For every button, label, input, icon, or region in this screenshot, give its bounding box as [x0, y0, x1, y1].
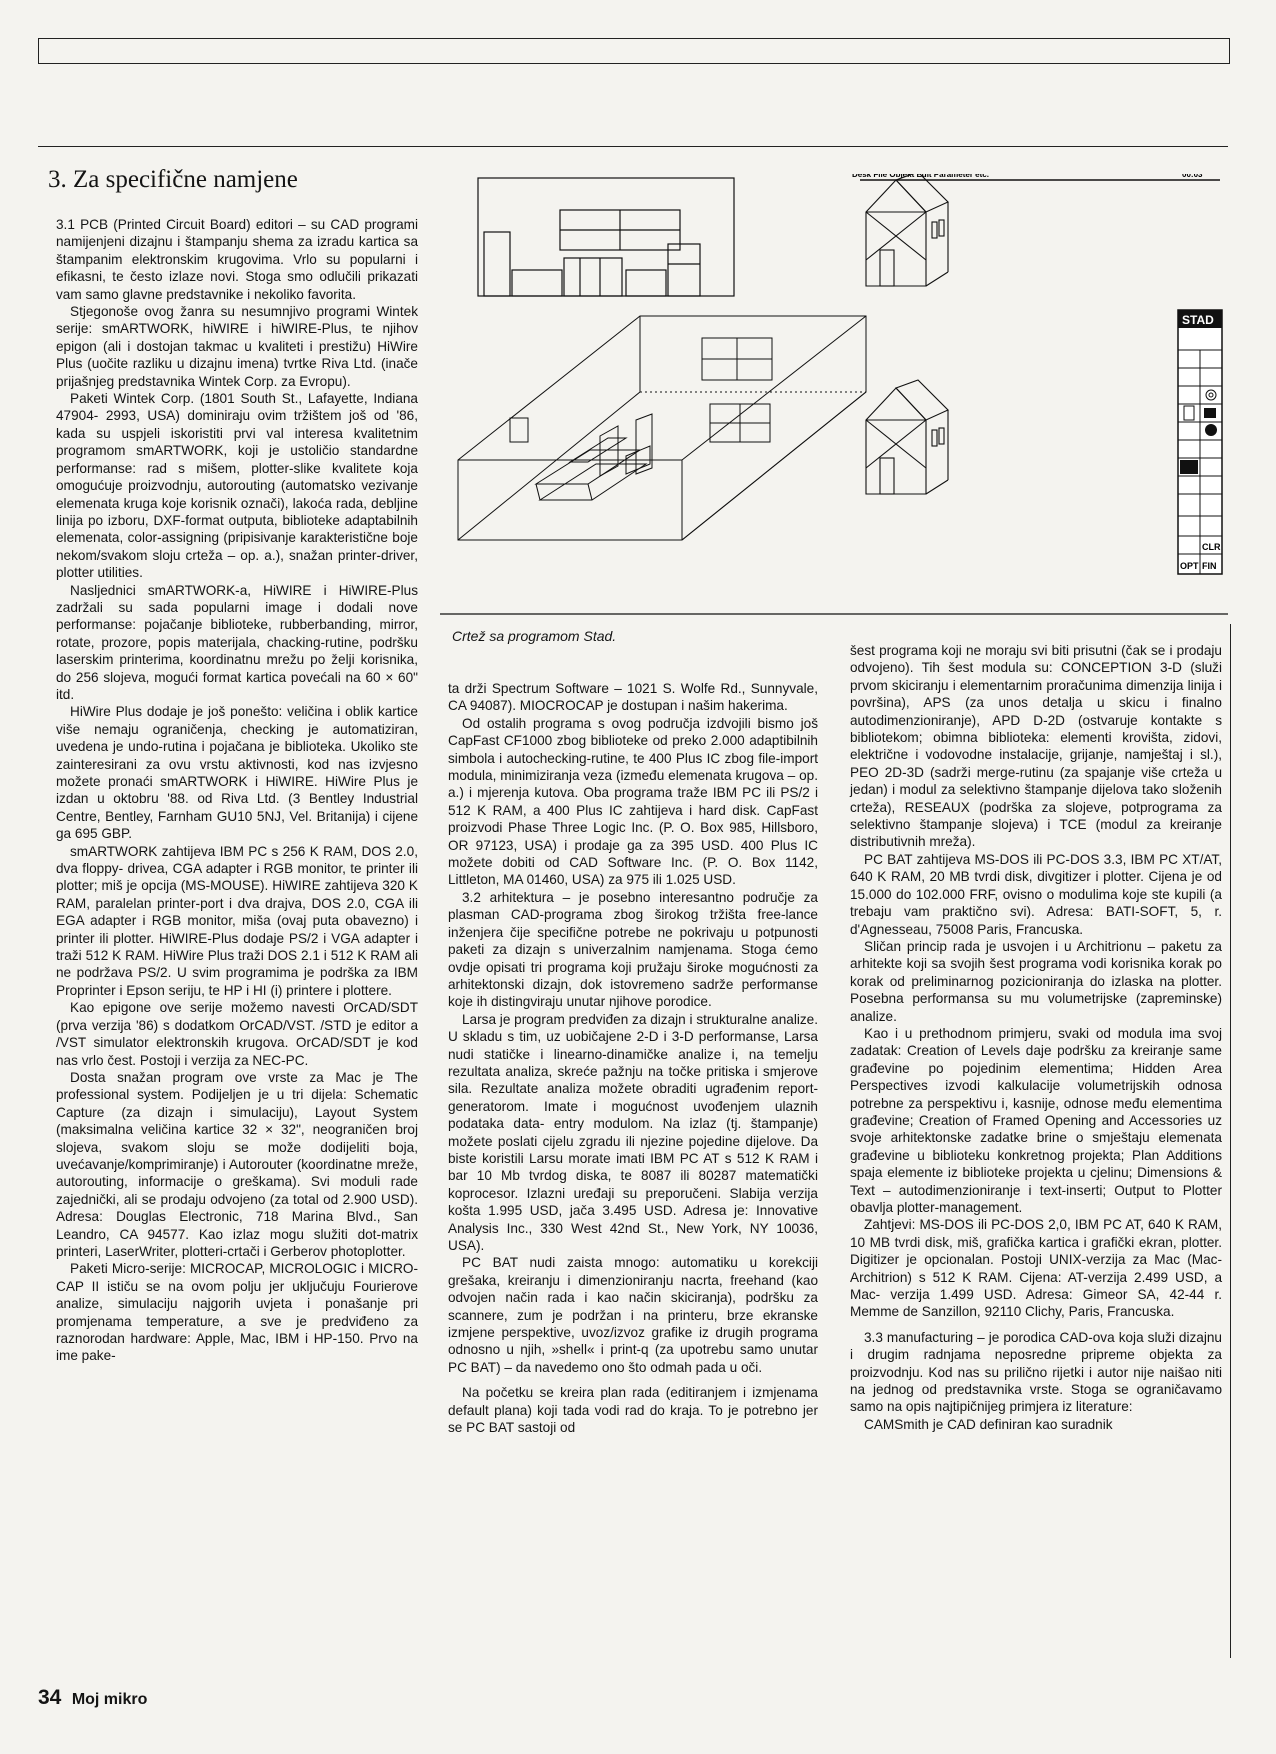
paragraph: ta drži Spectrum Software – 1021 S. Wolfe Rd., Sunnyvale, CA 94087). MIOCROCAP je dostupan i našim hakerima.: [448, 681, 818, 714]
paragraph: Paketi Wintek Corp. (1801 South St., Lafayette, Indiana 47904- 2993, USA) dominiraju ovim tržištem još od '86, kada su uspjeli iskoristiti prvi val interesa kvalitetnim programom smARTWORK, koji je ustoličio standardne performanse: rad s mišem, plotter-slike kvalitete koja omogućuje proizvodnju, autorouting (automatsko vezivanje elemenata kruga koje korisnik označi), lakoća rada, debljine linija po izboru, DXF-format outputa, biblioteke adaptabilnih elemenata, color-assigning (pripisivanje karakteristične boje nekom/svakom sloju crteža – op. a.), snažan printer-driver, plotter utilities.: [56, 391, 418, 581]
paragraph: Stjegonoše ovog žanra su nesumnjivo programi Wintek serije: smARTWORK, hiWIRE i hiWIRE-Plus, te njihov epigon (ali i dostojan takmac u kvaliteti i prestižu) HiWire Plus (uočite razliku u dizajnu imena) tvrtke Riva Ltd. (inače prijašnjeg predstavnika Wintek Corp. za Evropu).: [56, 304, 418, 389]
palette-logo: STAD: [1182, 313, 1214, 327]
column-1: [56, 216, 418, 1365]
perspective-room: [458, 316, 866, 540]
paragraph: CAMSmith je CAD definiran kao suradnik: [864, 1416, 1113, 1432]
page-footer: [38, 1686, 147, 1710]
paragraph: Dosta snažan program ove vrste za Mac je The professional system. Podijeljen je u tri dijela: Schematic Capture (za dizajn i simulaciju), Layout System (maksimalna veličina kartice 32 × 32", neograničen broj slojeva, svakom sloju se može dodijeliti boja, uvećavanje/komprimiranje) i Autorouter (koordinatne mreže, autorouting, informacije o greškama). Svi moduli rade zajednički, ali se prodaju odvojeno (za total od 2.900 USD). Adresa: Douglas Electronic, 718 Marina Blvd., San Leandro, CA 94577. Kao izlaz mogu služiti dot-matrix printeri, LaserWriter, plotteri-crtači i Gerberov photoplotter.: [56, 1069, 418, 1259]
tool-palette: [1178, 310, 1222, 574]
paragraph: HiWire Plus dodaje je još ponešto: veličina i oblik kartice više nemaju ograničenja, checking je automatiziran, uvedena je undo-rutina i pojačana je biblioteka. Ukoliko ste zainteresirani za ovu vrstu aktivnosti, kod nas izvjesno možete pronaći smARTWORK i HiWIRE. HiWire Plus je izdan u oktobru '88. od Riva Ltd. (3 Bentley Industrial Centre, Bentley, Farnham GU10 5NJ, Vel. Britanija) i cijene ga 695 GBP.: [56, 704, 418, 842]
paragraph: smARTWORK zahtijeva IBM PC s 256 K RAM, DOS 2.0, dva floppy- drivea, CGA adapter i RGB monitor, te printer ili plotter; miš je opcija (MS-MOUSE). HiWIRE zahtijeva 320 K RAM, paralelan printer-port i dva drajva, DOS 2.0, CGA ili EGA adapter i RGB monitor, miša (ovaj puta obavezno) i printer ili plotter. HiWIRE-Plus dodaje PS/2 i VGA adapter i traži 512 K RAM. HiWire Plus traži DOS 2.1 i 512 K RAM ali ne podržava PS/2. U svim programima je podrška za IBM Proprinter i Epson seriju, te HP i HI (i) printere i plottere.: [56, 843, 418, 998]
paragraph: Zahtjevi: MS-DOS ili PC-DOS 2,0, IBM PC AT, 640 K RAM, 10 MB tvrdi disk, miš, grafička kartica i grafički ekran, plotter. Digitizer je opcionalan. Postoji UNIX-verzija za Mac (Mac- Architrion) s 512 K RAM. Cijena: AT-verzija 2.499 USD, a Mac- verzija 1.499 USD. Adresa: Gimeor SA, 42-44 r. Memme de Sanzillon, 92110 Clichy, Paris, Francuska.: [850, 1217, 1222, 1320]
column-rule: [1230, 624, 1231, 1658]
page-number: 34: [38, 1686, 62, 1709]
house-drawing-bottom: [866, 380, 948, 494]
paragraph: PC BAT nudi zaista mnogo: automatiku u korekciji grešaka, kreiranju i dimenzioniranju nacrta, freehand (kao odvojen način rada i kao način skiciranja), podršku za scannere, zum je podržan i na printeru, brze ekranske izmjene perspektive, uvoz/izvoz grafike iz drugih programa odnosno u njih, »shell« i print-q (za upotrebu samo unutar PC BAT) – da navedemo ono što odmah pada u oči.: [448, 1255, 818, 1375]
paragraph: PC BAT zahtijeva MS-DOS ili PC-DOS 3.3, IBM PC XT/AT, 640 K RAM, 20 MB tvrdi disk, divgitizer i plotter. Cijena je od 15.000 do 102.000 FRF, ovisno o modulima koje ste kupili (a trebaju vam praktično svi). Adresa: BATI-SOFT, 5, r. d'Agnesseau, 75008 Paris, Francuska.: [850, 851, 1222, 937]
paragraph: 3.1 PCB (Printed Circuit Board) editori – su CAD programi namijenjeni dizajnu i štampanju shema za izradu kartica sa štampanim elektronskim krugovima. Vrlo su popularni i efikasni, te često izlaze novi. Stoga smo odlučili prikazati vam samo glavne predstavnike i nekoliko favorita.: [56, 217, 418, 302]
paragraph: Sličan princip rada je usvojen i u Architrionu – paketu za arhitekte koji sa svojih šest programa vodi korisnika korak po korak od preliminarnog pozicioniranja do izlaska na plotter. Posebna performansa su mu volumetrijske (zapreminske) analize.: [850, 938, 1222, 1024]
magazine-name: Moj mikro: [71, 1691, 148, 1708]
palette-btn-clr: CLR: [1202, 542, 1221, 552]
paragraph: Na početku se kreira plan rada (editiranjem i izmjenama default plana) koji tada vodi rad do kraja. To je potrebno jer se PC BAT sastoji od: [448, 1385, 818, 1436]
paragraph: Larsa je program predviđen za dizajn i strukturalne analize. U skladu s tim, uz uobičajene 2-D i 3-D performanse, Larsa nudi statičke i linearno-dinamičke analize i, na temelju rezultata analiza, skreće pažnju na točke pritiska i smjerove sila. Rezultate analiza možete obraditi ugrađenim report- generatorom. Imate i mogućnost uvođenjem ulaznih podataka data- entry modulom. Na izlaz (tj. štampanje) možete poslati cijelu zgradu ili njezine pojedine dijelove. Da biste koristili Larsu morate imati IBM PC AT s 512 K RAM i bar 10 Mb tvrdog diska, te 8087 ili 80287 matematički koprocesor. Izlazni uređaji su preporučeni. Slabija verzija košta 1.995 USD, jača 3.495 USD. Adresa je: Innovative Analysis Inc., 330 West 42nd St., New York, NY 10036, USA).: [448, 1011, 818, 1253]
figure-clock: 00:03: [1182, 174, 1203, 179]
column-3: [850, 642, 1222, 1433]
paragraph: Paketi Micro-serije: MICROCAP, MICROLOGIC i MICRO-CAP II ističu se na ovom polju jer uključuju Fourierove analize, simulaciju najgorih uvjeta i ponašanje pri promjenama temperature, a sve je predviđeno za raznorodan hardware: Apple, Mac, IBM i HP-150. Prvo na ime pake-: [56, 1261, 418, 1364]
palette-btn-opt: OPT: [1180, 561, 1199, 571]
room-elevation: [478, 178, 734, 296]
column-2: [448, 680, 818, 1436]
palette-btn-fin: FIN: [1202, 561, 1217, 571]
figure-drawing: [440, 174, 1228, 620]
top-rule: [38, 146, 1228, 147]
figure-menubar: Desk File Objekt Edit Parameter etc.: [852, 174, 989, 179]
house-drawing-top: [866, 174, 948, 286]
header-frame: [38, 38, 1230, 64]
figure-caption: Crtež sa programom Stad.: [452, 628, 617, 644]
paragraph: Kao epigone ove serije možemo navesti OrCAD/SDT (prva verzija '86) s dodatkom OrCAD/VST. /STD je editor a /VST simulator elektronskih krugova. OrCAD/SDT je kod nas vrlo čest. Postoji i verzija za NEC-PC.: [56, 1000, 418, 1068]
paragraph: 3.2 arhitektura – je posebno interesantno područje za plasman CAD-programa zbog širokog tržišta free-lance inženjera čije specifične potrebe ne pokrivaju u potpunosti paketi za dizajn s univerzalnim namjenama. Stoga ćemo ovdje opisati tri programa koji pružaju široke mogućnosti za arhitektonski dizajn, dok istovremeno sadrže performanse koje ih distingviraju unutar njihove porodice.: [448, 889, 818, 1010]
figure-stad: [440, 174, 1228, 620]
section-heading: 3. Za specifične namjene: [48, 166, 298, 193]
paragraph: 3.3 manufacturing – je porodica CAD-ova koja služi dizajnu i drugim radnjama neposredne pripreme objekta za proizvodnju. Kod nas su prilično rijetki i autor nije naišao niti na jednog od predstavnika vrste. Stoga se ograničavamo samo na opis najtipičnijeg primjera iz literature:: [850, 1329, 1222, 1415]
paragraph: šest programa koji ne moraju svi biti prisutni (čak se i prodaju odvojeno). Tih šest modula su: CONCEPTION 3-D (služi prvom skiciranju i elementarnim proračunima dimenzija linija i površina), APS (za unos detalja u skicu i finalno autodimenzioniranje), APD D-2D (ostvaruje kontakte s bibliotekom; obimna biblioteka: elementi krovišta, zidovi, električne i vodovodne instalacije, grijanje, namještaj i sl.), PEO 2D-3D (sadrži merge-rutinu (za spajanje više crteža u jedan) i modul za selektivno štampanje dijelova tako složenih crteža), RESEAUX (podrška za slojeve, potprograma za selektivno štampanje slojeva) i TCE (modul za kreiranje distributivnih mreža).: [850, 643, 1222, 850]
paragraph: Od ostalih programa s ovog područja izdvojili bismo još CapFast CF1000 zbog biblioteke od preko 2.000 adaptibilnih simbola i autochecking-rutine, te 400 Plus IC zbog file-import modula, minimiziranja veza (između elemenata krugova – op. a.) i mjerenja kutova. Oba programa traže IBM PC ili PS/2 i 512 K RAM, a 400 Plus IC zahtijeva i hard disk. CapFast proizvodi Phase Three Logic Inc. (P. O. Box 985, Hillsboro, OR 97123, USA) i prodaje ga za 395 USD. 400 Plus IC možete dobiti od CAD Software Inc. (P. O. Box 1142, Littleton, MA 01460, USA) za 975 ili 1.025 USD.: [448, 715, 818, 888]
paragraph: Kao i u prethodnom primjeru, svaki od modula ima svoj zadatak: Creation of Levels daje podršku za kreiranje same građevine po pojedinim elementima; Hidden Area Perspectives izvodi kalkulacije volumetrijskih odnosa potrebne za perspektivu i, kasnije, odnose među elementima građevine; Creation of Framed Opening and Accessories uz svoje arhitektonske zadatke brine o smještaju elemenata građevine u biblioteku konkretnog projekta; Plan Additions spaja elemente iz biblioteke projekta u cjelinu; Dimensions & Text – autodimenzioniranje i text-inserti; Output to Plotter obavlja plotter-management.: [850, 1025, 1222, 1215]
paragraph: Nasljednici smARTWORK-a, HiWIRE i HiWIRE-Plus zadržali su sada popularni image i dodali nove performanse: pojačanje biblioteke, rubberbanding, mirror, rotate, prozore, popis materijala, chacking-rutine, podršku laserskim printerima, koordinatnu mrežu po želji korisnika, do 256 slojeva, mogući format kartica povećali na 60 × 60" itd.: [56, 582, 418, 702]
